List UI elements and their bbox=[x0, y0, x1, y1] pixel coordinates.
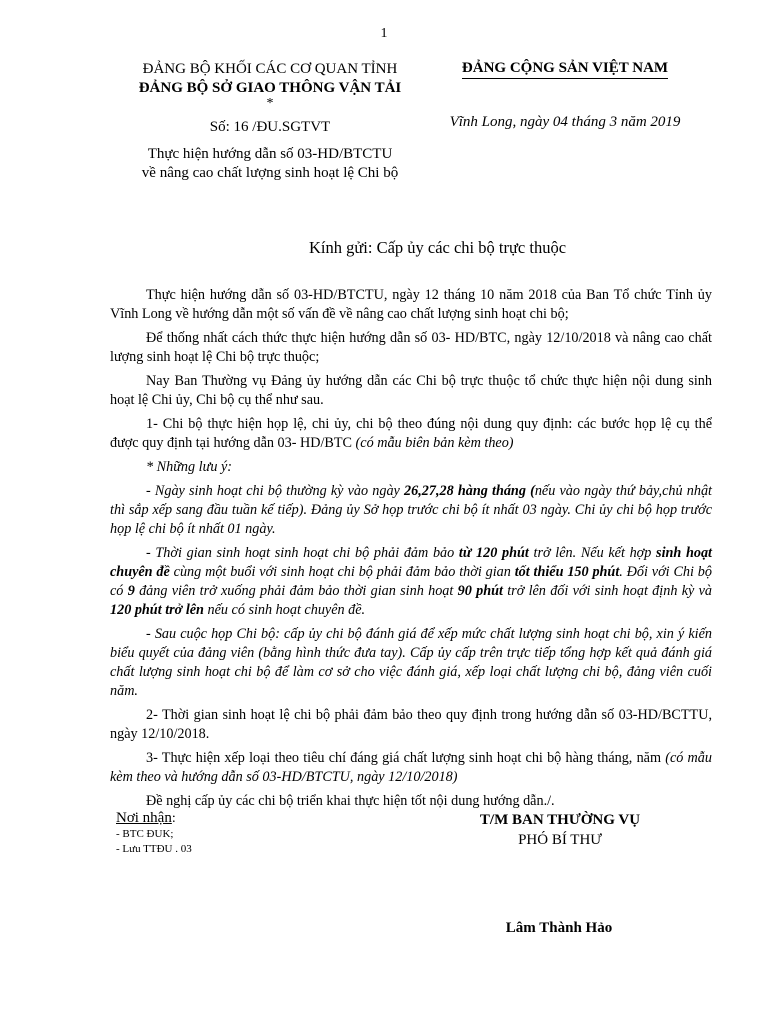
separator-star: * bbox=[266, 96, 274, 111]
signature-organization: T/M BAN THƯỜNG VỤ bbox=[479, 812, 641, 828]
paragraph-4-text: 1- Chi bộ thực hiện họp lệ, chi ủy, chi bộ theo đúng nội dung quy định: các bước họp lệ cụ thể được quy định tại hướng dẫn 03- HD/BTC bbox=[110, 416, 712, 451]
duration-topic: sinh hoạt chuyên đề bbox=[110, 545, 712, 580]
recipients-title: Nơi nhận bbox=[116, 810, 172, 826]
paragraph-2: Để thống nhất cách thức thực hiện hướng dẫn số 03- HD/BTC, ngày 12/10/2018 và nâng cao chất lượng sinh hoạt lệ Chi bộ trực thuộc; bbox=[110, 330, 712, 365]
document-number: Số: 16 /ĐU.SGTVT bbox=[209, 119, 331, 135]
national-header-block bbox=[440, 60, 690, 131]
duration-text-k: trở lên đối với sinh hoạt định kỳ và bbox=[502, 583, 712, 599]
recipient-item: - BTC ĐUK; bbox=[116, 828, 174, 840]
paragraph-after-meeting: - Sau cuộc họp Chi bộ: cấp ủy chi bộ đánh giá để xếp mức chất lượng sinh hoạt chi bộ, xin ý kiến biểu quyết của đảng viên (bằng hình thức đưa tay). Cấp ủy cấp trên trực tiếp tổng hợp kết quả đánh giá chất lượng sinh hoạt chi bộ để làm cơ sở cho việc đánh giá, xếp loại chất lượng chi bộ, đảng viên cuối năm. bbox=[110, 626, 712, 699]
recipients-block bbox=[116, 810, 192, 857]
notes-heading: * Những lưu ý: bbox=[146, 459, 233, 475]
organization-line-2: ĐẢNG BỘ SỞ GIAO THÔNG VẬN TẢI bbox=[138, 80, 402, 96]
duration-text-i: đảng viên trở xuống phải đảm bảo thời gian sinh hoạt bbox=[134, 583, 458, 599]
paragraph-4 bbox=[110, 415, 712, 453]
item-3-note: (có mẫu kèm theo và hướng dẫn số 03-HD/BTCTU, ngày 12/10/2018) bbox=[110, 750, 712, 785]
recipients-colon: : bbox=[171, 811, 176, 826]
document-date: Vĩnh Long, ngày 04 tháng 3 năm 2019 bbox=[449, 114, 681, 130]
party-name: ĐẢNG CỘNG SẢN VIỆT NAM bbox=[462, 60, 668, 79]
meeting-date-days: 26,27,28 hàng tháng ( bbox=[404, 483, 535, 499]
duration-150: tốt thiểu 150 phút bbox=[514, 564, 620, 580]
duration-90: 90 phút bbox=[457, 583, 503, 599]
paragraph-meeting-duration bbox=[110, 544, 712, 620]
organization-line-1: ĐẢNG BỘ KHỐI CÁC CƠ QUAN TỈNH bbox=[142, 61, 398, 77]
paragraph-item-3 bbox=[110, 749, 712, 787]
duration-text-a: - Thời gian sinh hoạt sinh hoạt chi bộ phải đảm bảo bbox=[146, 545, 459, 561]
paragraph-meeting-date bbox=[110, 482, 712, 539]
recipients-title-line bbox=[116, 810, 192, 827]
meeting-date-text: - Ngày sinh hoạt chi bộ thường kỳ vào ngày bbox=[146, 483, 405, 499]
signature-block bbox=[440, 810, 680, 850]
paragraph-item-2: 2- Thời gian sinh hoạt lệ chi bộ phải đảm bảo theo quy định trong hướng dẫn số 03-HD/BCTTU, ngày 12/10/2018. bbox=[110, 707, 712, 742]
signer-name: Lâm Thành Hảo bbox=[505, 920, 613, 936]
signature-position: PHÓ BÍ THƯ bbox=[518, 832, 602, 848]
document-subject bbox=[110, 145, 430, 183]
paragraph-1: Thực hiện hướng dẫn số 03-HD/BTCTU, ngày 12 tháng 10 năm 2018 của Ban Tổ chức Tỉnh ủy Vĩnh Long về hướng dẫn một số vấn đề về nâng cao chất lượng sinh hoạt chi bộ; bbox=[110, 287, 712, 322]
paragraph-4-note: (có mẫu biên bản kèm theo) bbox=[355, 435, 514, 451]
duration-text-e: cùng một buổi với sinh hoạt chi bộ phải đảm bảo thời gian bbox=[169, 564, 515, 580]
duration-120-topic: 120 phút trở lên bbox=[110, 602, 204, 618]
recipient-line: Kính gửi: Cấp ủy các chi bộ trực thuộc bbox=[308, 238, 567, 257]
meeting-date-detail: nếu vào ngày thứ bảy,chủ nhật thì sắp xếp sang đầu tuần kế tiếp). Đảng ủy Sở họp trước chi bộ ít nhất 03 ngày. Chi ủy chi bộ họp trước họp lệ chi bộ ít nhất 01 ngày. bbox=[110, 483, 712, 537]
duration-member-count: 9 bbox=[127, 583, 135, 599]
document-body bbox=[110, 286, 712, 816]
paragraph-3: Nay Ban Thường vụ Đảng ủy hướng dẫn các Chi bộ trực thuộc tổ chức thực hiện nội dung sinh hoạt lệ Chi ủy, Chi bộ cụ thể như sau. bbox=[110, 373, 712, 408]
paragraph-closing: Đề nghị cấp ủy các chi bộ triển khai thực hiện tốt nội dung hướng dẫn./. bbox=[146, 793, 555, 809]
duration-120: từ 120 phút bbox=[458, 545, 529, 561]
item-3-text: 3- Thực hiện xếp loại theo tiêu chí đáng giá chất lượng sinh hoạt chi bộ hàng tháng, năm bbox=[146, 750, 666, 766]
subject-line-1: Thực hiện hướng dẫn số 03-HD/BTCTU bbox=[147, 146, 393, 162]
page-number: 1 bbox=[380, 26, 388, 41]
duration-text-g: . Đối với Chi bộ có bbox=[110, 564, 712, 599]
duration-text-c: trở lên. Nếu kết hợp bbox=[528, 545, 657, 561]
issuing-organization-block bbox=[110, 60, 430, 183]
duration-text-m: nếu có sinh hoạt chuyên đề. bbox=[203, 602, 366, 618]
subject-line-2: về nâng cao chất lượng sinh hoạt lệ Chi bộ bbox=[141, 165, 399, 181]
recipient-item: - Lưu TTĐU . 03 bbox=[116, 843, 192, 855]
